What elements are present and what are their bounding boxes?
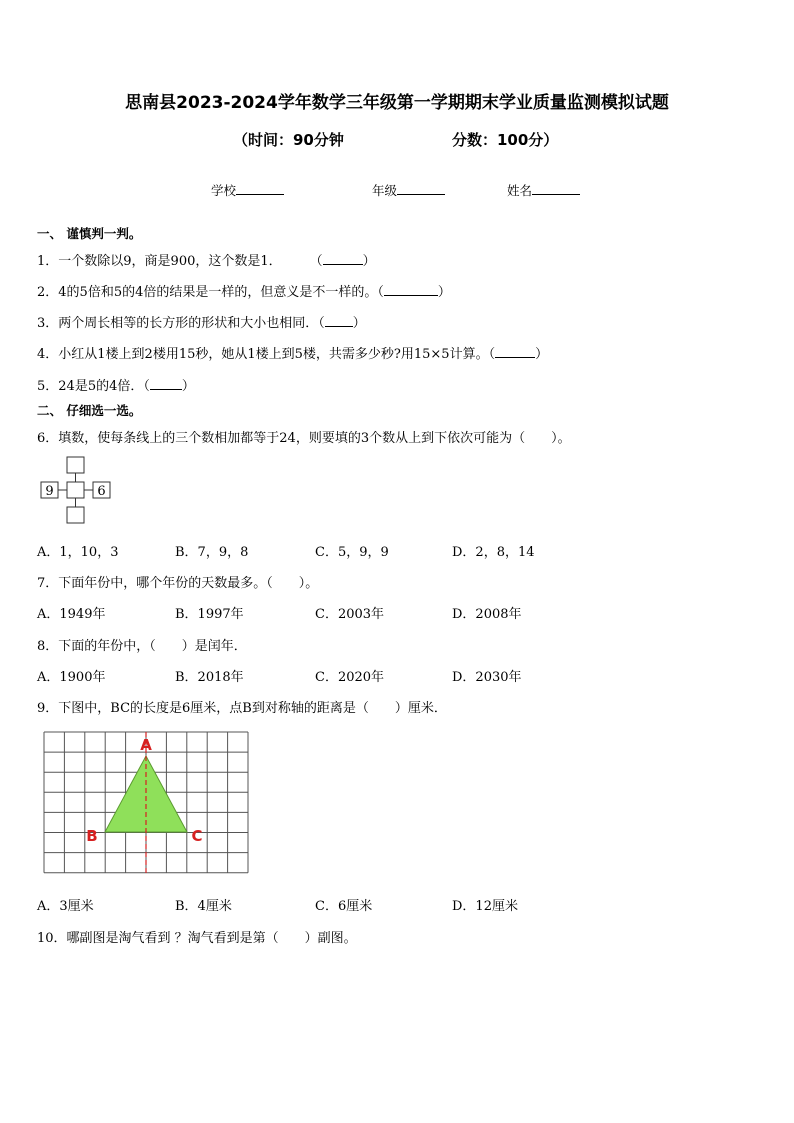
school-line	[236, 182, 284, 195]
symmetry-grid-figure	[40, 728, 252, 876]
grade-field	[372, 181, 445, 199]
q9-option-a[interactable]: A．3厘米	[37, 899, 94, 914]
cross-number-diagram	[38, 455, 118, 527]
right-number: 6	[97, 484, 106, 499]
q7-option-c[interactable]: C．2003年	[315, 607, 385, 622]
question-9: 9．下图中，BC的长度是6厘米，点B到对称轴的距离是（ ）厘米．	[37, 701, 447, 716]
page-title: 思南县2023-2024学年数学三年级第一学期期末学业质量监测模拟试题	[125, 93, 669, 113]
q6-option-c[interactable]: C．5，9，9	[315, 545, 389, 560]
school-field	[211, 181, 284, 199]
q8-option-b[interactable]: B．2018年	[175, 670, 244, 685]
name-line	[532, 182, 580, 195]
q7-option-a[interactable]: A．1949年	[37, 607, 106, 622]
q8-option-c[interactable]: C．2020年	[315, 670, 385, 685]
question-8: 8．下面的年份中，（ ）是闰年．	[37, 639, 247, 654]
section-2-title: 二、 仔细选一选。	[37, 403, 142, 418]
q9-option-c[interactable]: C．6厘米	[315, 899, 373, 914]
q9-option-b[interactable]: B．4厘米	[175, 899, 232, 914]
name-label: 姓名	[507, 183, 533, 198]
answer-blank[interactable]	[323, 252, 363, 265]
grade-line	[397, 182, 445, 195]
label-a: A	[140, 736, 152, 754]
q6-option-d[interactable]: D．2，8，14	[452, 545, 535, 560]
center-box	[67, 482, 84, 498]
question-1: 1．一个数除以9，商是900，这个数是1． （ ）	[37, 254, 376, 269]
exam-time: （时间：90分钟	[233, 131, 344, 149]
question-10: 10．哪副图是淘气看到 ？淘气看到是第（ ）副图。	[37, 931, 357, 946]
exam-score: 分数：100分）	[452, 131, 559, 149]
question-7: 7．下面年份中，哪个年份的天数最多。（ ）。	[37, 576, 319, 591]
q7-option-b[interactable]: B．1997年	[175, 607, 244, 622]
q8-option-d[interactable]: D．2030年	[452, 670, 522, 685]
left-number: 9	[45, 484, 54, 499]
q6-option-a[interactable]: A．1，10，3	[37, 545, 119, 560]
question-4: 4．小红从1楼上到2楼用15秒，她从1楼上到5楼，共需多少秒?用15×5计算。（ ）	[37, 347, 549, 362]
q8-option-a[interactable]: A．1900年	[37, 670, 106, 685]
bottom-box	[67, 507, 84, 523]
answer-blank[interactable]	[325, 314, 353, 327]
q9-option-d[interactable]: D．12厘米	[452, 899, 518, 914]
name-field	[507, 181, 580, 199]
question-3: 3．两个周长相等的长方形的形状和大小也相同．（ ）	[37, 316, 366, 331]
answer-blank[interactable]	[495, 345, 535, 358]
question-2: 2．4的5倍和5的4倍的结果是一样的，但意义是不一样的。（ ）	[37, 285, 451, 300]
answer-blank[interactable]	[384, 283, 438, 296]
top-box	[67, 457, 84, 473]
label-c: C	[191, 827, 203, 845]
question-6: 6．填数，使每条线上的三个数相加都等于24，则要填的3个数从上到下依次可能为（ ）。	[37, 431, 571, 446]
q7-option-d[interactable]: D．2008年	[452, 607, 522, 622]
section-1-title: 一、 谨慎判一判。	[37, 226, 142, 241]
school-label: 学校	[211, 183, 237, 198]
answer-blank[interactable]	[150, 377, 182, 390]
grade-label: 年级	[372, 183, 398, 198]
question-5: 5．24是5的4倍．（ ）	[37, 379, 195, 394]
q6-option-b[interactable]: B．7，9，8	[175, 545, 249, 560]
label-b: B	[86, 827, 98, 845]
